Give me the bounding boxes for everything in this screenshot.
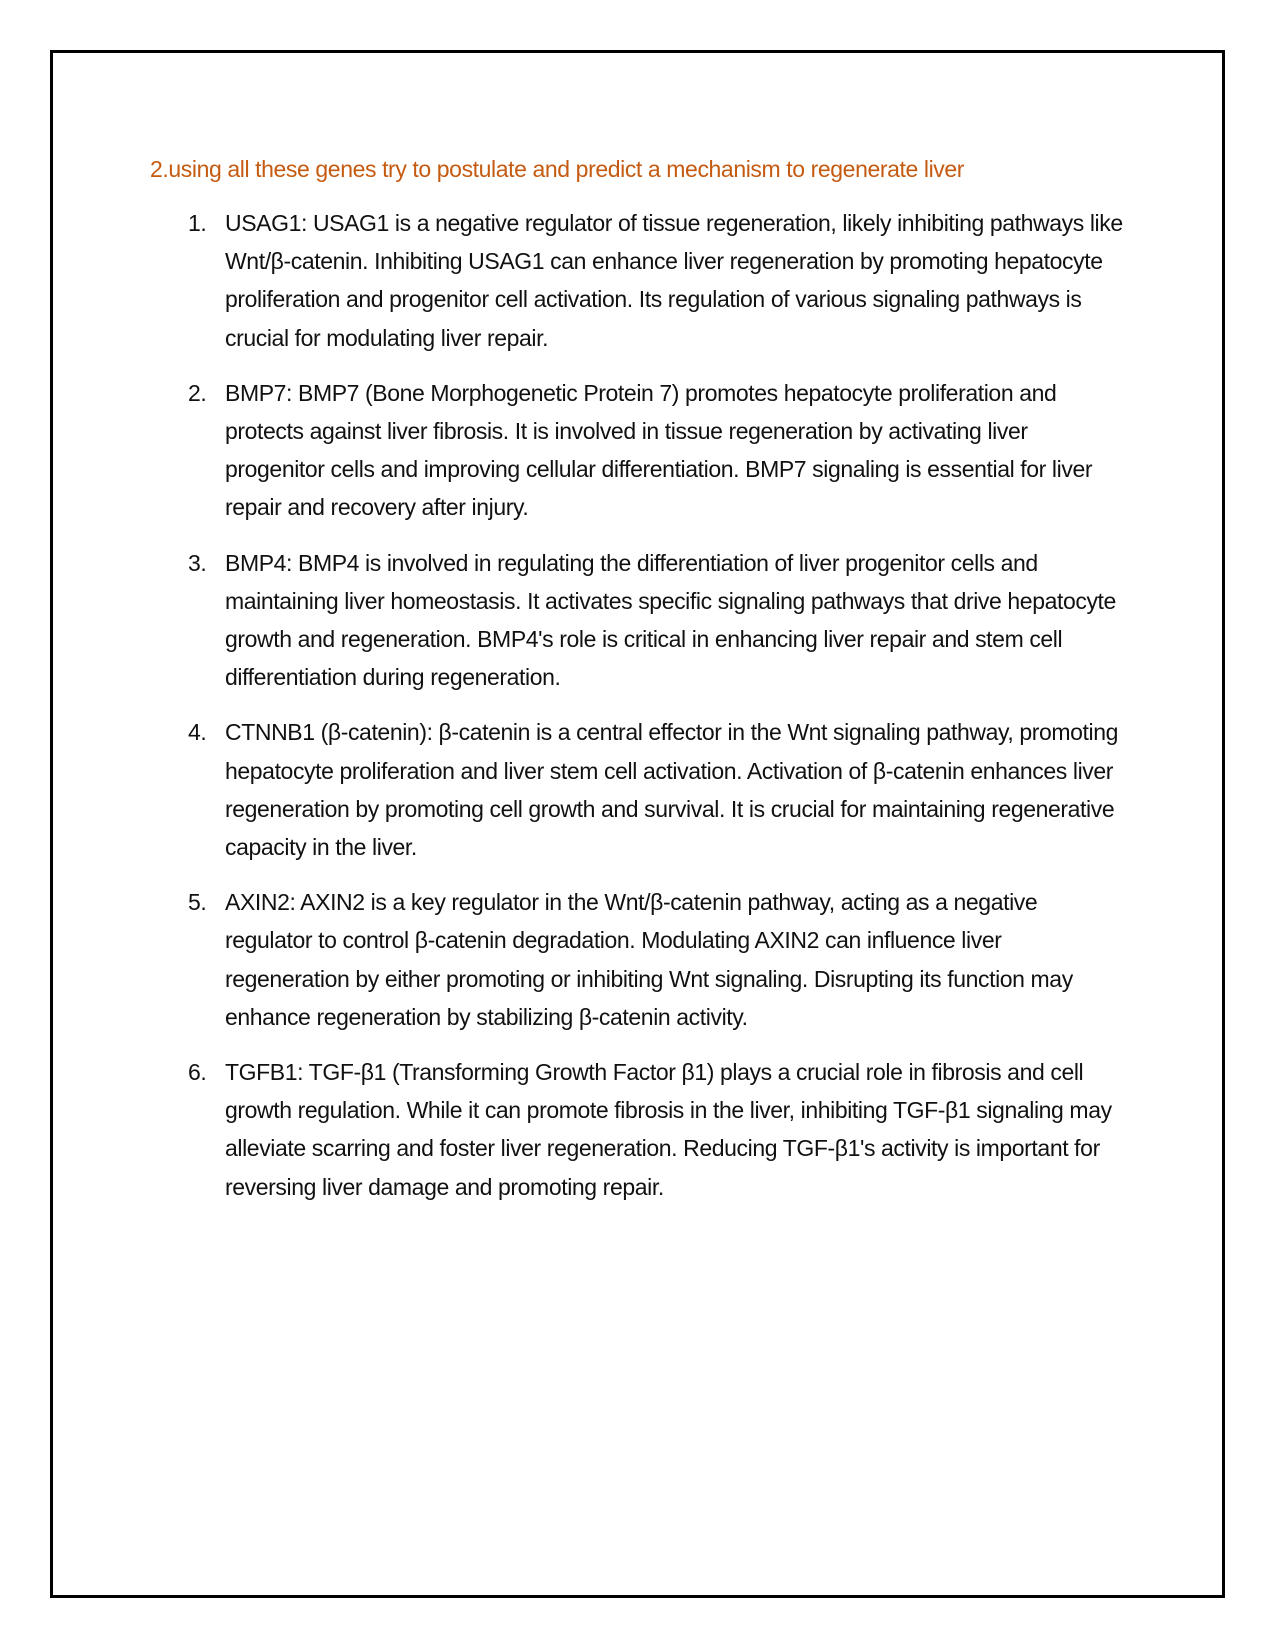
document-content (150, 150, 1130, 1223)
list-item-text: TGFB1: TGF-β1 (Transforming Growth Factor β1) plays a crucial role in fibrosis and cell growth regulation. While it can promote fibrosis in the liver, inhibiting TGF-β1 signaling may alleviate scarring and foster liver regeneration. Reducing TGF-β1's activity is important for reversing liver damage and promoting repair. (225, 1059, 1112, 1200)
list-item-text: AXIN2: AXIN2 is a key regulator in the Wnt/β-catenin pathway, acting as a negative regulator to control β-catenin degradation. Modulating AXIN2 can influence liver regeneration by either promoting or inhibiting Wnt signaling. Disrupting its function may enhance regeneration by stabilizing β-catenin activity. (225, 889, 1073, 1030)
list-item (150, 883, 1130, 1036)
list-item (150, 544, 1130, 697)
list-number: 3. (188, 549, 207, 576)
gene-list (150, 204, 1130, 1206)
list-number: 5. (188, 889, 207, 916)
list-item-text: USAG1: USAG1 is a negative regulator of tissue regeneration, likely inhibiting pathways like Wnt/β-catenin. Inhibiting USAG1 can enhance liver regeneration by promoting hepatocyte proliferation and progenitor cell activation. Its regulation of various signaling pathways is crucial for modulating liver repair. (225, 210, 1123, 351)
list-item-text: BMP4: BMP4 is involved in regulating the differentiation of liver progenitor cells and maintaining liver homeostasis. It activates specific signaling pathways that drive hepatocyte growth and regeneration. BMP4's role is critical in enhancing liver repair and stem cell differentiation during regeneration. (225, 549, 1116, 691)
list-item (150, 374, 1130, 527)
list-number: 2. (188, 379, 207, 406)
question-heading: 2.using all these genes try to postulate and predict a mechanism to regenerate liver (150, 156, 965, 182)
list-number: 4. (188, 719, 207, 746)
list-number: 6. (188, 1059, 207, 1086)
list-item-text: BMP7: BMP7 (Bone Morphogenetic Protein 7) promotes hepatocyte proliferation and protects against liver fibrosis. It is involved in tissue regeneration by activating liver progenitor cells and improving cellular differentiation. BMP7 signaling is essential for liver repair and recovery after injury. (225, 379, 1093, 521)
list-item (150, 1053, 1130, 1206)
list-item-text: CTNNB1 (β-catenin): β-catenin is a central effector in the Wnt signaling pathway, promoting hepatocyte proliferation and liver stem cell activation. Activation of β-catenin enhances liver regeneration by promoting cell growth and survival. It is crucial for maintaining regenerative capacity in the liver. (225, 719, 1119, 861)
list-number: 1. (188, 210, 207, 236)
list-item (150, 713, 1130, 866)
list-item (150, 204, 1130, 357)
